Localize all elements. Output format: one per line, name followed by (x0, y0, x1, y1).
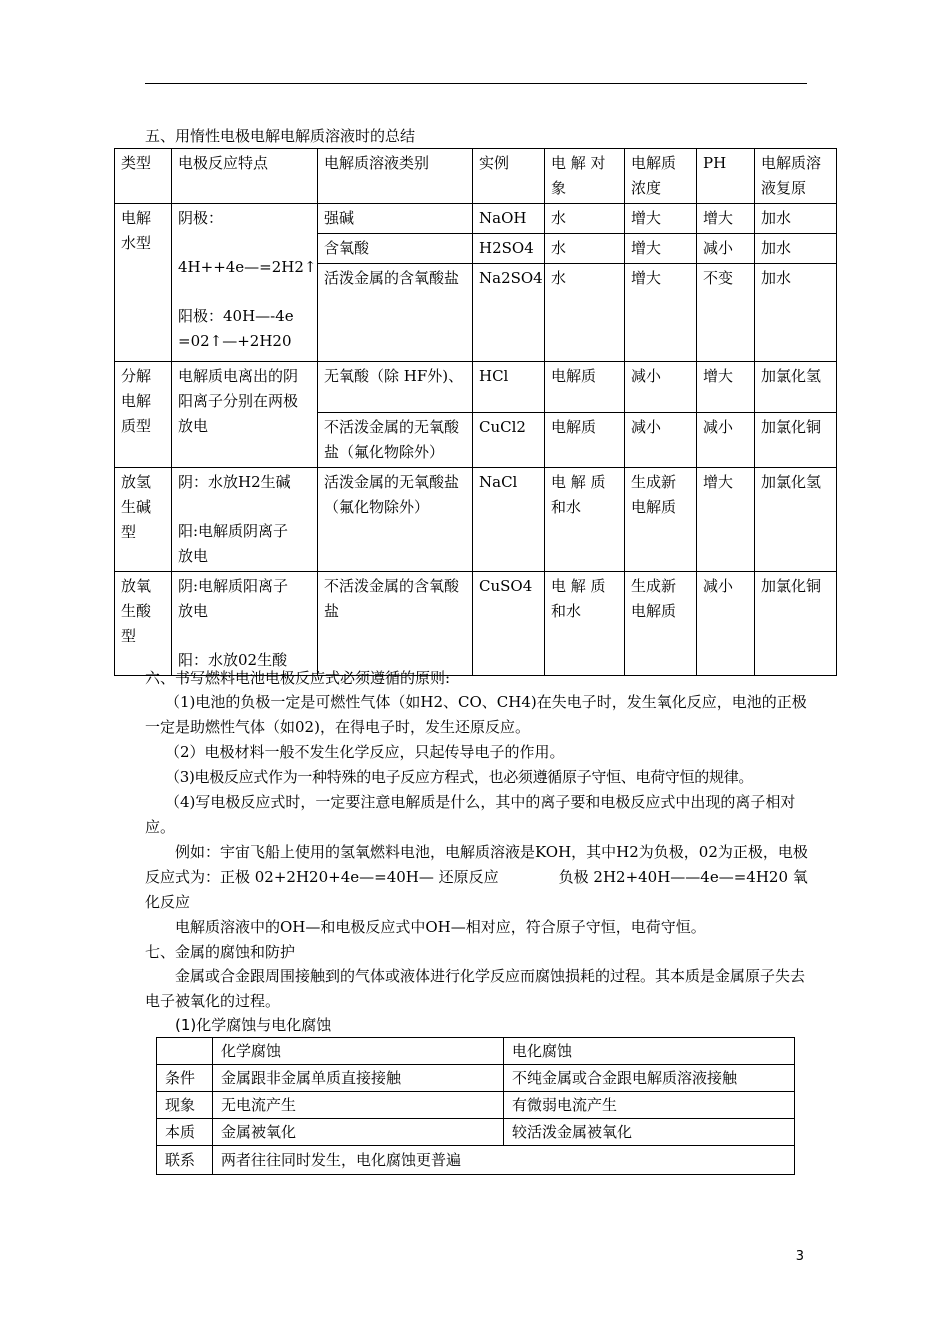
object-cell: 电解质 (545, 362, 625, 413)
section6-title: 六、书写燃料电池电极反应式必须遵循的原则: (145, 669, 451, 687)
category-cell: 不活泼金属的无氧酸盐（氟化物除外） (318, 413, 473, 468)
table-cell: 两者往往同时发生，电化腐蚀更普遍 (213, 1146, 795, 1175)
object-cell: 电解质 (545, 413, 625, 468)
conc-cell: 减小 (625, 413, 697, 468)
header-cell: 化学腐蚀 (213, 1038, 504, 1065)
category-cell: 活泼金属的无氧酸盐（氟化物除外） (318, 468, 473, 572)
ph-cell: 增大 (697, 204, 755, 234)
conc-cell: 增大 (625, 204, 697, 234)
header-cell: 类型 (115, 149, 172, 204)
header-cell: 电极反应特点 (172, 149, 318, 204)
object-cell: 水 (545, 264, 625, 362)
section7-title: 七、金属的腐蚀和防护 (145, 943, 296, 961)
category-cell: 含氧酸 (318, 234, 473, 264)
conc-cell: 生成新电解质 (625, 572, 697, 676)
example-cell: HCl (473, 362, 545, 413)
header-cell: 电解质浓度 (625, 149, 697, 204)
header-cell: 电解质溶液复原 (755, 149, 837, 204)
example-cell: NaOH (473, 204, 545, 234)
restore-cell: 加氯化铜 (755, 572, 837, 676)
restore-cell: 加水 (755, 204, 837, 234)
example-cell: CuCl2 (473, 413, 545, 468)
header-rule (145, 83, 807, 84)
type-cell: 分解电解质型 (115, 362, 172, 468)
ph-cell: 减小 (697, 234, 755, 264)
table-cell: 金属被氧化 (213, 1119, 504, 1146)
page-number: 3 (795, 1249, 804, 1264)
feature-line: 阴:电解质阳离子 (178, 577, 289, 595)
restore-cell: 加氯化氢 (755, 468, 837, 572)
category-cell: 不活泼金属的含氧酸盐 (318, 572, 473, 676)
subsection-title: (1)化学腐蚀与电化腐蚀 (175, 1016, 332, 1034)
feature-cell (172, 468, 318, 572)
ph-cell: 增大 (697, 468, 755, 572)
restore-cell: 加氯化氢 (755, 362, 837, 413)
restore-cell: 加水 (755, 264, 837, 362)
feature-cell (172, 572, 318, 676)
electrolysis-summary-table (114, 148, 837, 676)
section5-title: 五、用惰性电极电解电解质溶液时的总结 (145, 127, 416, 145)
object-cell: 电 解 质和水 (545, 572, 625, 676)
row-label: 联系 (157, 1146, 213, 1175)
row-label: 本质 (157, 1119, 213, 1146)
conc-cell: 减小 (625, 362, 697, 413)
table-row (115, 204, 837, 234)
paragraph: 例如：宇宙飞船上使用的氢氧燃料电池，电解质溶液是KOH，其中H2为负极，02为正极，电极反应式为：正极 02+2H20+4e—=40H— 还原反应 负极 2H2+40H——4e—=4H20 氧化反应 (145, 843, 808, 911)
paragraph: （4)写电极反应式时，一定要注意电解质是什么，其中的离子要和电极反应式中出现的离子相对应。 (145, 793, 796, 836)
header-cell: 电 解 对象 (545, 149, 625, 204)
type-cell: 电解水型 (115, 204, 172, 362)
paragraph: （1)电池的负极一定是可燃性气体（如H2、CO、CH4)在失电子时，发生氧化反应，电池的正极一定是助燃性气体（如02)，在得电子时，发生还原反应。 (145, 693, 807, 736)
category-cell: 无氧酸（除 HF外)、 (318, 362, 473, 413)
conc-cell: 增大 (625, 264, 697, 362)
feature-line: 4H++4e—=2H2↑ (178, 258, 317, 276)
feature-line: 放电 (178, 602, 209, 620)
feature-line: 阳：水放02生酸 (178, 651, 288, 669)
example-cell: NaCl (473, 468, 545, 572)
row-label: 现象 (157, 1092, 213, 1119)
row-label: 条件 (157, 1065, 213, 1092)
header-cell (157, 1038, 213, 1065)
paragraph: 金属或合金跟周围接触到的气体或液体进行化学反应而腐蚀损耗的过程。其本质是金属原子失去电子被氧化的过程。 (145, 967, 806, 1010)
example-cell: CuSO4 (473, 572, 545, 676)
header-cell: 电解质溶液类别 (318, 149, 473, 204)
table-row (157, 1065, 795, 1092)
header-cell: 电化腐蚀 (504, 1038, 795, 1065)
header-cell: PH (697, 149, 755, 204)
table-cell: 无电流产生 (213, 1092, 504, 1119)
table-cell: 金属跟非金属单质直接接触 (213, 1065, 504, 1092)
category-cell: 活泼金属的含氧酸盐 (318, 264, 473, 362)
feature-line: 放电 (178, 547, 209, 565)
object-cell: 水 (545, 204, 625, 234)
feature-line: 阴极： (178, 209, 224, 227)
ph-cell: 减小 (697, 413, 755, 468)
feature-line: =02↑—+2H20 (178, 332, 292, 350)
paragraph: （2）电极材料一般不发生化学反应，只起传导电子的作用。 (165, 743, 565, 761)
feature-line: 阴：水放H2生碱 (178, 473, 291, 491)
table-row (115, 362, 837, 413)
feature-line: 阳极：40H—-4e (178, 307, 294, 325)
type-cell: 放氧生酸型 (115, 572, 172, 676)
table-row (157, 1119, 795, 1146)
type-cell: 放氢生碱型 (115, 468, 172, 572)
ph-cell: 增大 (697, 362, 755, 413)
ph-cell: 减小 (697, 572, 755, 676)
table-row (157, 1092, 795, 1119)
feature-line: 阳:电解质阴离子 (178, 522, 289, 540)
table-row (115, 468, 837, 572)
example-cell: H2SO4 (473, 234, 545, 264)
table-cell: 有微弱电流产生 (504, 1092, 795, 1119)
ph-cell: 不变 (697, 264, 755, 362)
object-cell: 水 (545, 234, 625, 264)
table-header-row (157, 1038, 795, 1065)
feature-cell: 电解质电离出的阴阳离子分别在两极放电 (172, 362, 318, 468)
corrosion-table (156, 1037, 795, 1175)
table-row (115, 572, 837, 676)
conc-cell: 增大 (625, 234, 697, 264)
example-cell: Na2SO4 (473, 264, 545, 362)
table-cell: 较活泼金属被氧化 (504, 1119, 795, 1146)
header-cell: 实例 (473, 149, 545, 204)
table-cell: 不纯金属或合金跟电解质溶液接触 (504, 1065, 795, 1092)
restore-cell: 加氯化铜 (755, 413, 837, 468)
conc-cell: 生成新电解质 (625, 468, 697, 572)
table-header-row (115, 149, 837, 204)
feature-cell (172, 204, 318, 362)
object-cell: 电 解 质和水 (545, 468, 625, 572)
category-cell: 强碱 (318, 204, 473, 234)
restore-cell: 加水 (755, 234, 837, 264)
paragraph: （3)电极反应式作为一种特殊的电子反应方程式，也必须遵循原子守恒、电荷守恒的规律。 (165, 768, 754, 786)
table-row (157, 1146, 795, 1175)
paragraph: 电解质溶液中的OH—和电极反应式中OH—相对应，符合原子守恒，电荷守恒。 (175, 918, 706, 936)
